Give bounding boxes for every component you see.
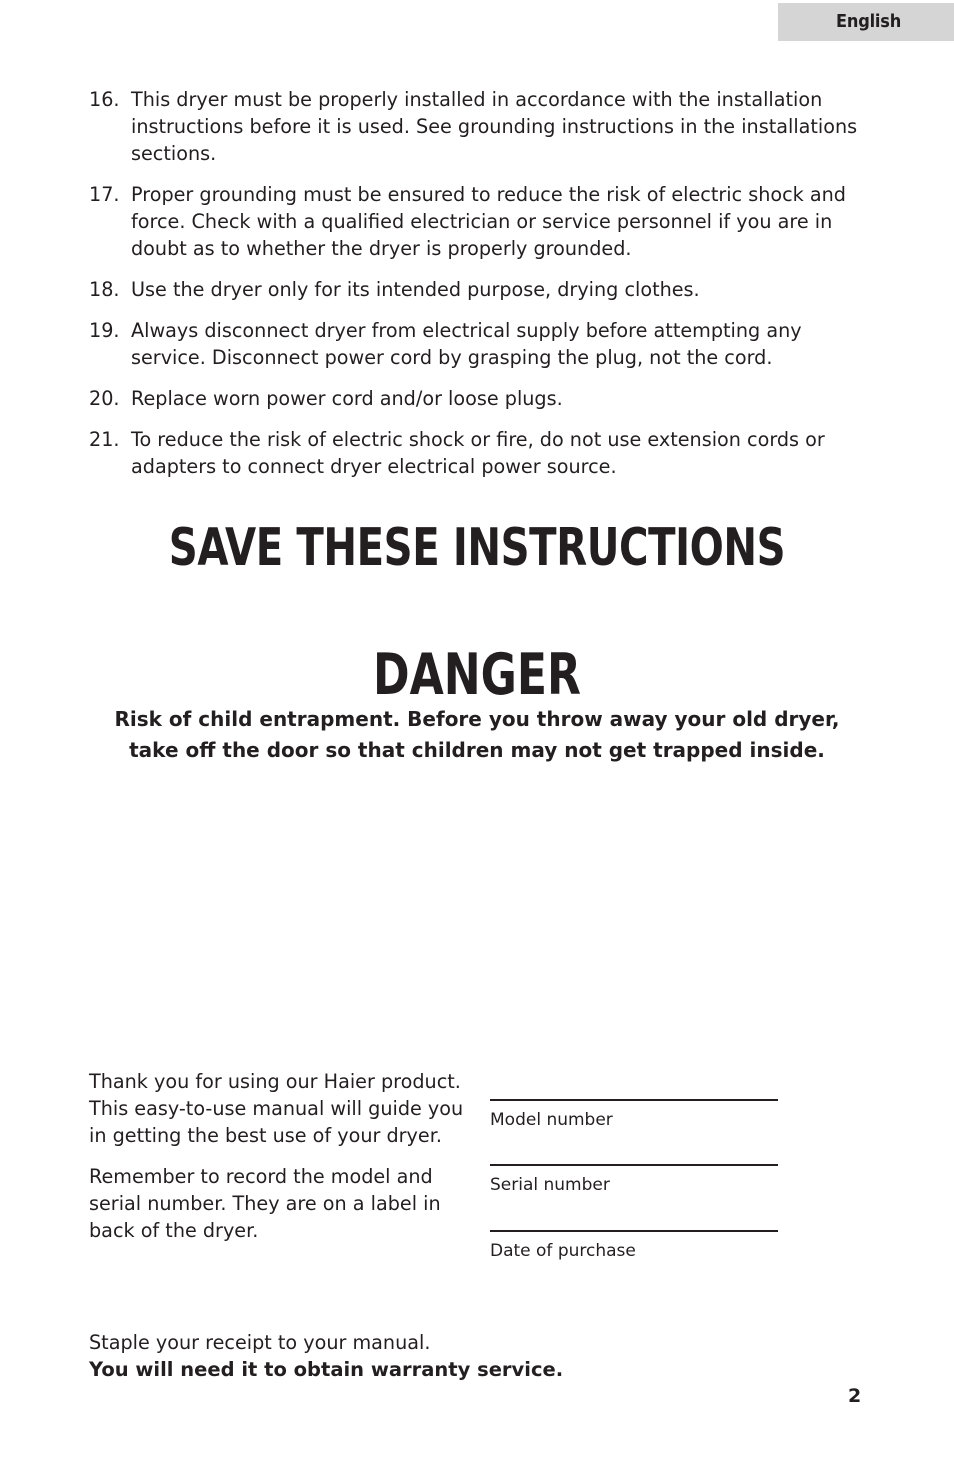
item-text: Always disconnect dryer from electrical supply before attempting any service. Disconnect power cord by grasping the plug, not the cord. <box>131 319 802 369</box>
list-item <box>89 276 869 303</box>
item-number: 17. <box>89 183 120 206</box>
item-number: 20. <box>89 387 120 410</box>
thank-you-note <box>89 1068 469 1258</box>
warranty-notice: You will need it to obtain warranty service. <box>89 1358 564 1381</box>
list-item <box>89 181 869 262</box>
item-number: 19. <box>89 319 120 342</box>
item-text: Proper grounding must be ensured to reduce the risk of electric shock and force. Check with a qualified electrician or service personnel if you are in doubt as to whether the dryer is properly grounded. <box>131 183 846 260</box>
receipt-instruction: Staple your receipt to your manual. <box>89 1331 431 1354</box>
item-text: Use the dryer only for its intended purpose, drying clothes. <box>131 278 700 301</box>
list-item <box>89 86 869 167</box>
danger-warning-text: Risk of child entrapment. Before you throw away your old dryer, take off the door so that children may not get trapped inside. <box>114 707 840 762</box>
record-reminder-paragraph: Remember to record the model and serial number. They are on a label in back of the dryer. <box>89 1165 441 1242</box>
safety-instructions-list <box>89 86 869 494</box>
date-of-purchase-label: Date of purchase <box>490 1241 636 1261</box>
item-text: To reduce the risk of electric shock or fire, do not use extension cords or adapters to connect dryer electrical power source. <box>131 428 825 478</box>
item-number: 21. <box>89 428 120 451</box>
list-item <box>89 426 869 480</box>
item-number: 18. <box>89 278 120 301</box>
language-tab: English <box>778 3 954 41</box>
model-number-label: Model number <box>490 1110 613 1130</box>
danger-heading: DANGER <box>373 642 581 708</box>
thank-you-paragraph: Thank you for using our Haier product. This easy-to-use manual will guide you in getting the best use of your dryer. <box>89 1070 464 1147</box>
receipt-note <box>89 1329 789 1383</box>
serial-number-label: Serial number <box>490 1175 610 1195</box>
serial-number-field <box>490 1164 778 1196</box>
save-instructions-heading: SAVE THESE INSTRUCTIONS <box>168 518 786 578</box>
page-number: 2 <box>848 1385 862 1407</box>
list-item <box>89 317 869 371</box>
model-number-field <box>490 1099 778 1131</box>
item-text: This dryer must be properly installed in accordance with the installation instructions before it is used. See grounding instructions in the installations sections. <box>131 88 858 165</box>
date-of-purchase-field <box>490 1230 778 1262</box>
item-number: 16. <box>89 88 120 111</box>
list-item <box>89 385 869 412</box>
item-text: Replace worn power cord and/or loose plugs. <box>131 387 563 410</box>
